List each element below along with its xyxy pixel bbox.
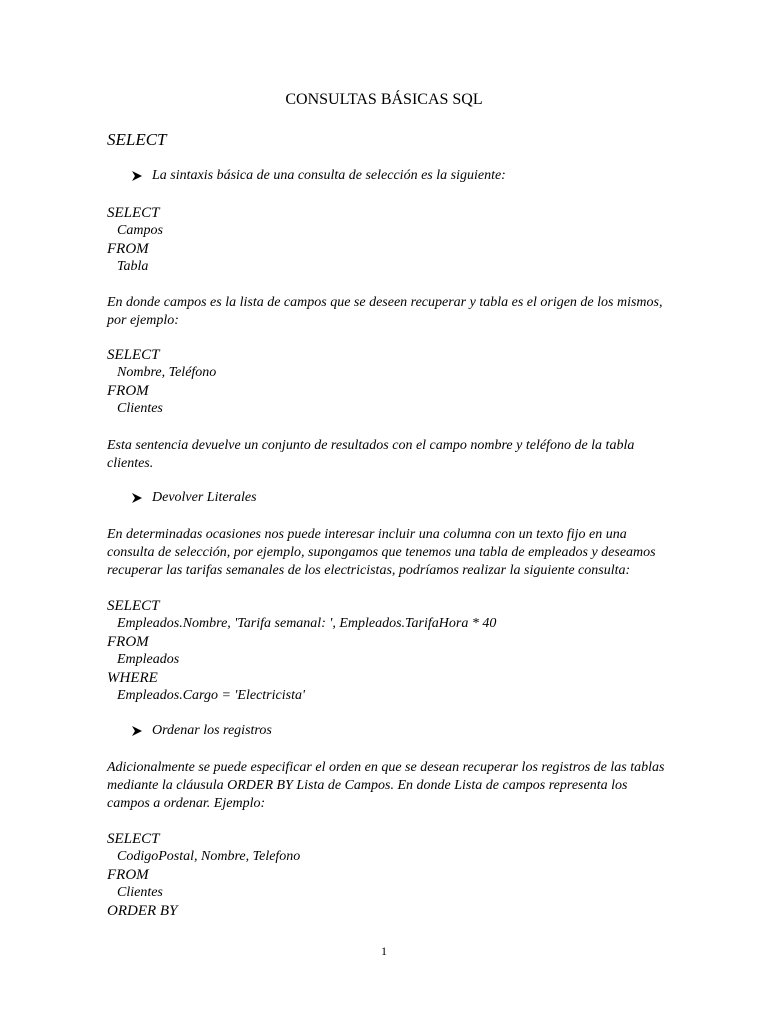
code-argument: Campos [117,223,163,238]
paragraph-line: mediante la cláusula ORDER BY Lista de Campos. En donde Lista de campos representa los [107,778,628,793]
bullet-item [131,490,257,506]
code-argument: CodigoPostal, Nombre, Telefono [117,849,301,864]
arrowhead-bullet-icon [131,492,143,504]
code-keyword: SELECT [107,831,160,847]
bullet-text: Ordenar los registros [152,723,272,738]
section-heading: SELECT [107,130,167,149]
code-keyword: SELECT [107,347,160,363]
paragraph-line: campos a ordenar. Ejemplo: [107,796,266,811]
code-keyword: FROM [107,383,149,399]
bullet-item [131,168,506,184]
paragraph-line: recuperar las tarifas semanales de los electricistas, podríamos realizar la siguiente consulta: [107,563,631,578]
arrowhead-bullet-icon [131,725,143,737]
page-title: CONSULTAS BÁSICAS SQL [285,91,483,108]
bullet-item [131,723,272,739]
paragraph-line: por ejemplo: [107,313,179,328]
bullet-text: La sintaxis básica de una consulta de selección es la siguiente: [152,168,506,183]
paragraph [107,437,667,473]
code-keyword: SELECT [107,598,160,614]
paragraph-line: clientes. [107,456,154,471]
code-block [107,830,300,920]
arrowhead-bullet-icon [131,170,143,182]
code-block [107,346,216,418]
bullet-text: Devolver Literales [152,490,257,505]
code-argument: Clientes [117,885,163,900]
code-argument: Nombre, Teléfono [117,365,217,380]
page-number: 1 [381,944,387,958]
code-keyword: SELECT [107,205,160,221]
code-keyword: FROM [107,867,149,883]
paragraph [107,526,667,580]
code-argument: Clientes [117,401,163,416]
paragraph-line: consulta de selección, por ejemplo, supongamos que tenemos una tabla de empleados y deseamos [107,545,656,560]
code-argument: Empleados.Nombre, 'Tarifa semanal: ', Empleados.TarifaHora * 40 [117,616,497,631]
paragraph-line: En determinadas ocasiones nos puede interesar incluir una columna con un texto fijo en una [107,527,627,542]
code-keyword: ORDER BY [107,903,178,919]
code-argument: Empleados [117,652,180,667]
code-argument: Empleados.Cargo = 'Electricista' [117,688,305,703]
code-keyword: WHERE [107,670,158,686]
code-argument: Tabla [117,259,149,274]
code-block [107,597,496,705]
code-keyword: FROM [107,634,149,650]
code-block [107,204,163,276]
paragraph [107,294,667,330]
paragraph-line: Esta sentencia devuelve un conjunto de resultados con el campo nombre y teléfono de la tabla [107,438,635,453]
code-keyword: FROM [107,241,149,257]
paragraph [107,759,667,813]
paragraph-line: Adicionalmente se puede especificar el orden en que se desean recuperar los registros de las tablas [107,760,665,775]
paragraph-line: En donde campos es la lista de campos que se deseen recuperar y tabla es el origen de los mismos, [107,295,663,310]
